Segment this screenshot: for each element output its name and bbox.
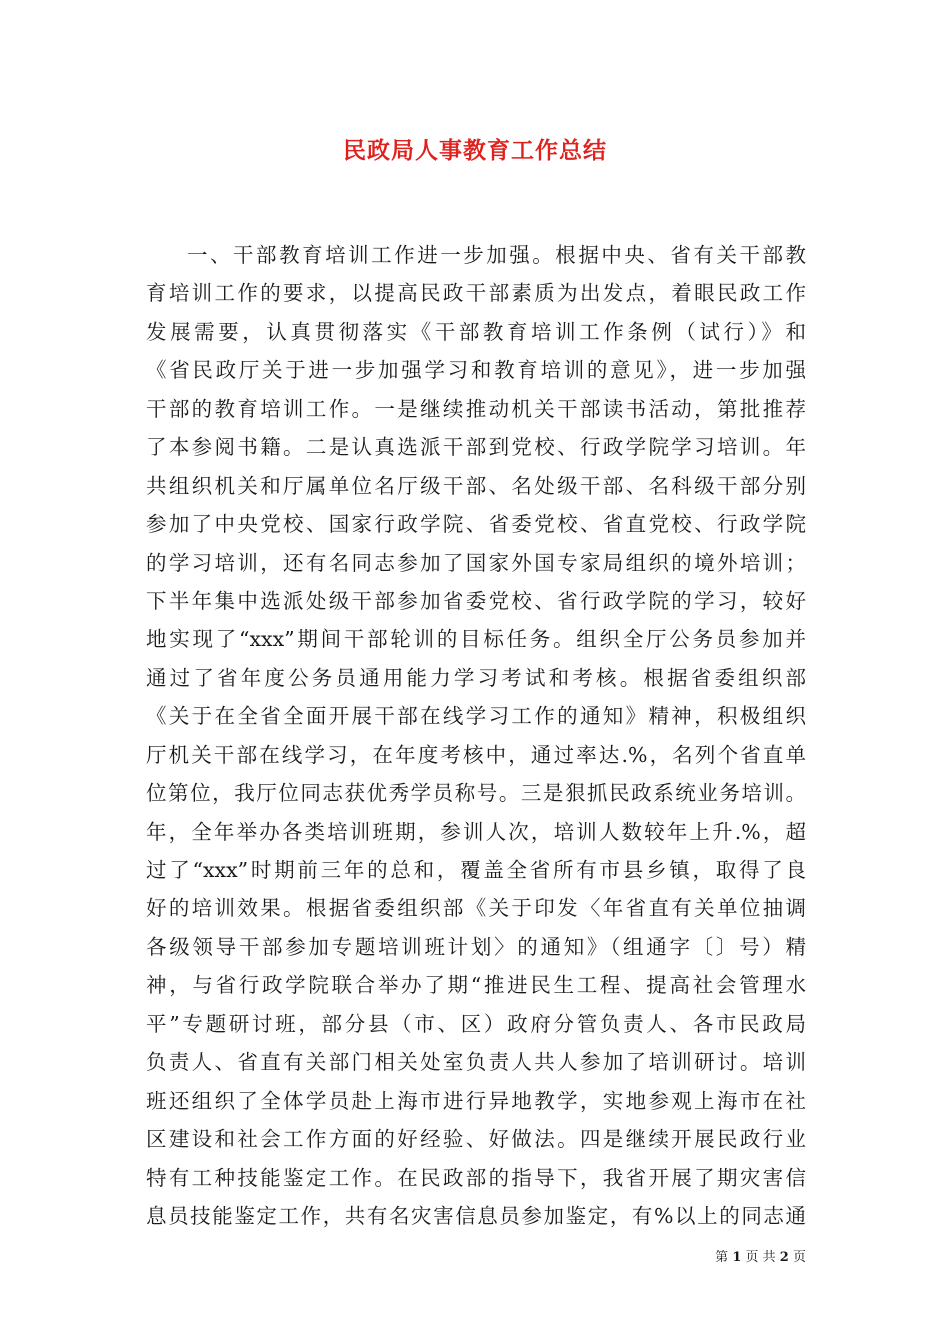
body-line: 的学习培训，还有名同志参加了国家外国专家局组织的境外培训；: [146, 550, 806, 575]
body-line: 下半年集中选派处级干部参加省委党校、省行政学院的学习，较好: [146, 588, 806, 613]
body-line: 区建设和社会工作方面的好经验、好做法。四是继续开展民政行业: [146, 1127, 806, 1152]
body-line: 位第位，我厅位同志获优秀学员称号。三是狠抓民政系统业务培训。: [146, 781, 806, 806]
body-line: 息员技能鉴定工作，共有名灾害信息员参加鉴定，有%以上的同志通: [146, 1203, 806, 1228]
body-line: 年，全年举办各类培训班期，参训人次，培训人数较年上升.%，超: [146, 819, 806, 844]
body-line: 《关于在全省全面开展干部在线学习工作的通知》精神，积极组织: [146, 704, 806, 729]
body-line: 好的培训效果。根据省委组织部《关于印发〈年省直有关单位抽调: [146, 896, 806, 921]
document-title: 民政局人事教育工作总结: [343, 138, 607, 164]
body-line: 地实现了“xxx”期间干部轮训的目标任务。组织全厅公务员参加并: [146, 627, 806, 652]
body-line: 班还组织了全体学员赴上海市进行异地教学，实地参观上海市在社: [146, 1088, 806, 1113]
document-body: [146, 236, 806, 1235]
footer-suffix: 页: [792, 1250, 806, 1265]
body-line: 平”专题研讨班，部分县（市、区）政府分管负责人、各市民政局: [146, 1011, 806, 1036]
footer-prefix: 第: [715, 1250, 729, 1265]
body-line: 育培训工作的要求，以提高民政干部素质为出发点，着眼民政工作: [146, 281, 806, 306]
body-line: 《省民政厅关于进一步加强学习和教育培训的意见》，进一步加强: [146, 358, 806, 383]
body-line: 特有工种技能鉴定工作。在民政部的指导下，我省开展了期灾害信: [146, 1165, 806, 1190]
body-line: 发展需要，认真贯彻落实《干部教育培训工作条例（试行）》和: [146, 319, 806, 344]
body-line: 神，与省行政学院联合举办了期“推进民生工程、提高社会管理水: [146, 973, 806, 998]
body-line: 负责人、省直有关部门相关处室负责人共人参加了培训研讨。培训: [146, 1050, 806, 1075]
footer-current-page: 1: [732, 1250, 742, 1265]
body-line: 干部的教育培训工作。一是继续推动机关干部读书活动，第批推荐: [146, 396, 806, 421]
body-line: 厅机关干部在线学习，在年度考核中，通过率达.%，名列个省直单: [146, 742, 806, 767]
body-line: 各级领导干部参加专题培训班计划〉的通知》（组通字〔〕号）精: [146, 934, 806, 959]
body-line: 过了“xxx”时期前三年的总和，覆盖全省所有市县乡镇，取得了良: [146, 858, 806, 882]
page-footer: [715, 1246, 806, 1265]
body-line: 了本参阅书籍。二是认真选派干部到党校、行政学院学习培训。年: [146, 435, 806, 460]
body-line: 参加了中央党校、国家行政学院、省委党校、省直党校、行政学院: [146, 512, 806, 537]
body-line: 共组织机关和厅属单位名厅级干部、名处级干部、名科级干部分别: [146, 473, 806, 498]
body-line: 通过了省年度公务员通用能力学习考试和考核。根据省委组织部: [146, 665, 806, 690]
footer-middle: 页 共: [745, 1250, 776, 1265]
footer-total-pages: 2: [779, 1250, 789, 1265]
body-line: 一、干部教育培训工作进一步加强。根据中央、省有关干部教: [187, 243, 806, 267]
